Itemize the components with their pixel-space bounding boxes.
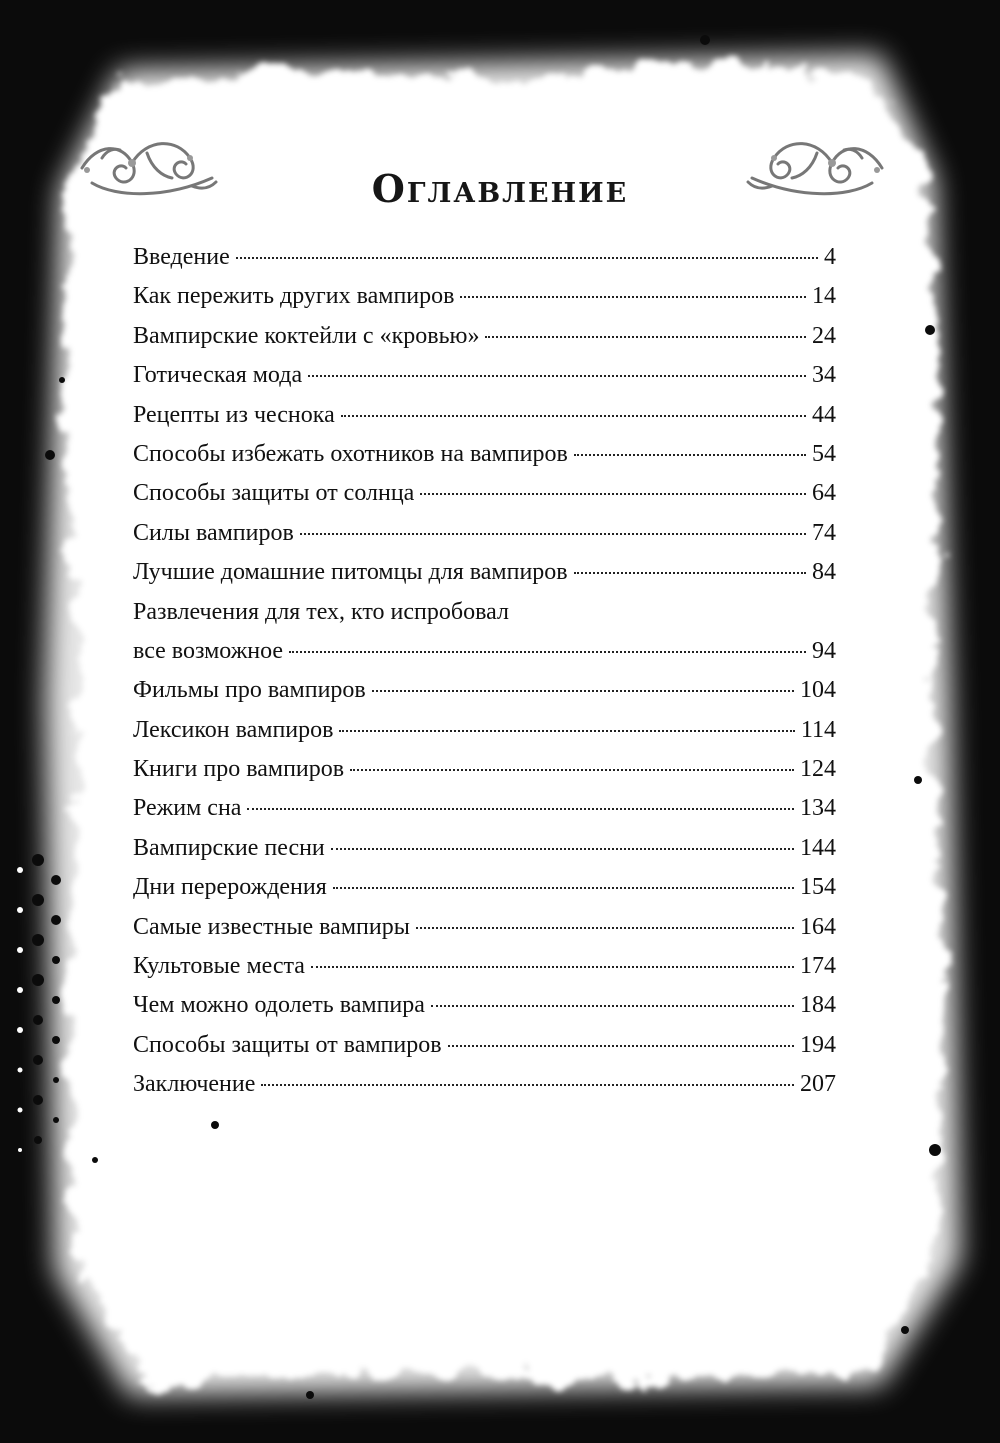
toc-entry-label: Режим сна <box>133 795 242 822</box>
toc-entry-page-number: 54 <box>812 440 836 467</box>
toc-entry <box>133 559 836 598</box>
toc-entry-page-number: 104 <box>800 677 836 704</box>
dot-leader <box>460 296 806 298</box>
toc-entry-label: Книги про вампиров <box>133 756 345 783</box>
dot-leader <box>300 533 806 535</box>
toc-entry-label: Силы вампиров <box>133 519 294 546</box>
dot-leader <box>350 769 794 771</box>
toc-entry <box>133 362 836 401</box>
page-title: Оглавление <box>371 166 629 211</box>
toc-entry <box>133 756 836 795</box>
dot-leader <box>289 651 806 653</box>
toc-entry-label: Способы защиты от солнца <box>133 480 415 507</box>
toc-entry-label: Вампирские песни <box>133 834 325 861</box>
toc-entry-page-number: 4 <box>824 244 836 270</box>
toc-entry-label: Вампирские коктейли с «кровью» <box>133 322 480 349</box>
toc-entry <box>133 953 836 992</box>
dot-leader <box>416 927 794 929</box>
toc-entry-page-number: 94 <box>812 637 836 664</box>
toc-entry-page-number: 174 <box>800 953 836 980</box>
toc-entry-label: Лучшие домашние питомцы для вампиров <box>133 559 568 586</box>
dot-leader <box>236 257 818 259</box>
dot-leader <box>448 1045 794 1047</box>
toc-entry-page-number: 14 <box>812 283 836 310</box>
toc-entry <box>133 402 836 441</box>
toc-entry-page-number: 44 <box>812 401 836 428</box>
toc-entry <box>133 599 836 638</box>
dot-leader <box>308 375 806 377</box>
toc-entry-label: Введение <box>133 244 230 270</box>
toc-entry <box>133 677 836 716</box>
toc-entry-label: Дни перерождения <box>133 874 327 901</box>
toc-entry-page-number: 164 <box>800 913 836 940</box>
toc-entry-label: Развлечения для тех, кто испробовал <box>133 598 509 625</box>
toc-entry <box>133 323 836 362</box>
toc-entry-label: Заключение <box>133 1071 256 1098</box>
toc-entry <box>133 992 836 1031</box>
toc-entry <box>133 480 836 519</box>
table-of-contents <box>133 244 836 1111</box>
toc-entry-label: Чем можно одолеть вампира <box>133 992 425 1019</box>
toc-entry-label: Фильмы про вампиров <box>133 677 366 704</box>
toc-entry-label: Рецепты из чеснока <box>133 401 335 428</box>
dot-leader <box>574 572 806 574</box>
dot-leader <box>420 493 806 495</box>
toc-entry-label: Как пережить других вампиров <box>133 283 455 310</box>
toc-entry <box>133 244 836 283</box>
toc-entry-page-number: 74 <box>812 519 836 546</box>
dot-leader <box>311 966 794 968</box>
toc-entry <box>133 874 836 913</box>
dot-leader <box>431 1005 794 1007</box>
toc-entry-page-number: 154 <box>800 874 836 901</box>
toc-entry-page-number: 114 <box>800 716 836 743</box>
toc-entry-label: Лексикон вампиров <box>133 716 334 743</box>
toc-entry-label: Культовые места <box>133 953 305 980</box>
toc-entry <box>133 441 836 480</box>
toc-entry-label: Самые известные вампиры <box>133 913 410 940</box>
dot-leader <box>331 848 794 850</box>
toc-entry-page-number: 124 <box>800 756 836 783</box>
toc-entry-page-number: 144 <box>800 834 836 861</box>
dot-leader <box>372 690 794 692</box>
dot-leader <box>339 730 794 732</box>
toc-entry <box>133 520 836 559</box>
toc-entry-page-number: 207 <box>800 1071 836 1098</box>
toc-entry-label: Способы защиты от вампиров <box>133 1031 442 1058</box>
toc-entry-page-number: 134 <box>800 795 836 822</box>
toc-entry <box>133 717 836 756</box>
toc-entry <box>133 283 836 322</box>
toc-entry-label: Способы избежать охотников на вампиров <box>133 440 568 467</box>
toc-entry <box>133 638 836 677</box>
toc-entry-label: все возможное <box>133 637 284 664</box>
toc-entry-page-number: 24 <box>812 322 836 349</box>
dot-leader <box>247 808 794 810</box>
toc-entry <box>133 914 836 953</box>
toc-entry-page-number: 34 <box>812 362 836 389</box>
toc-entry-page-number: 84 <box>812 559 836 586</box>
dot-leader <box>341 415 806 417</box>
dot-leader <box>485 336 806 338</box>
toc-entry-page-number: 184 <box>800 992 836 1019</box>
toc-entry <box>133 1032 836 1071</box>
toc-entry-page-number: 194 <box>800 1031 836 1058</box>
toc-entry <box>133 795 836 834</box>
toc-entry-label: Готическая мода <box>133 362 303 389</box>
toc-entry-page-number: 64 <box>812 480 836 507</box>
dot-leader <box>261 1084 794 1086</box>
dot-leader <box>574 454 806 456</box>
toc-entry <box>133 835 836 874</box>
toc-entry <box>133 1071 836 1110</box>
dot-leader <box>333 887 794 889</box>
